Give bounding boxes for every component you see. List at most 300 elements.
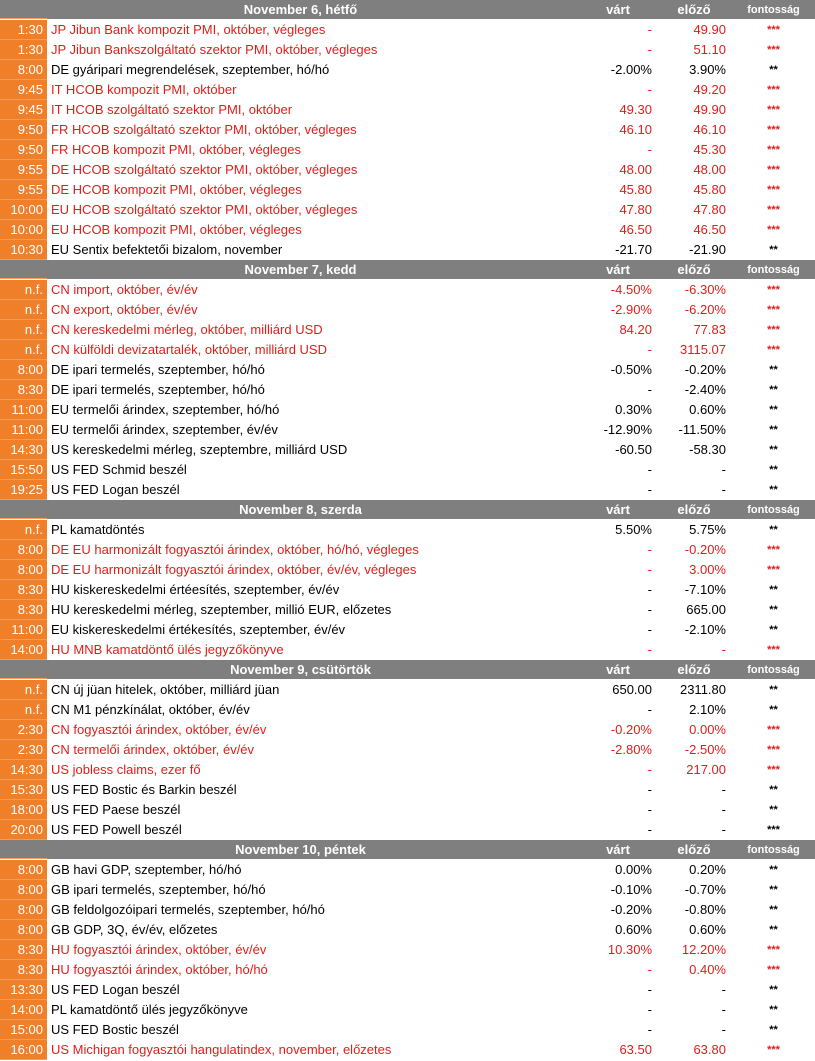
event-row (0, 320, 815, 340)
event-time: 11:00 (0, 420, 47, 440)
event-expected: -0.10% (610, 882, 652, 897)
event-time: 14:00 (0, 640, 47, 660)
event-expected: 10.30% (607, 942, 652, 957)
event-time: 8:00 (0, 560, 47, 580)
event-description: CN fogyasztói árindex, október, év/év (51, 722, 267, 737)
event-time: 14:00 (0, 1000, 47, 1020)
event-previous: 49.90 (693, 102, 726, 117)
day-header-spacer (0, 500, 47, 519)
event-expected: -12.90% (603, 422, 652, 437)
event-time: 8:30 (0, 960, 47, 980)
event-importance: ** (769, 784, 778, 796)
event-description: PL kamatdöntő ülés jegyzőkönyve (51, 1002, 248, 1017)
event-row (0, 300, 815, 320)
event-time: 8:00 (0, 900, 47, 920)
event-row (0, 740, 815, 760)
event-row (0, 760, 815, 780)
expected-column-header: várt (606, 262, 630, 277)
event-time: n.f. (0, 700, 47, 720)
day-title: November 6, hétfő (243, 2, 358, 17)
event-expected: -2.80% (610, 742, 652, 757)
event-time: n.f. (0, 520, 47, 540)
event-time: 14:30 (0, 440, 47, 460)
event-description: EU termelői árindex, szeptember, hó/hó (51, 402, 280, 417)
event-row (0, 120, 815, 140)
event-row (0, 360, 815, 380)
event-expected: -0.50% (610, 362, 652, 377)
event-previous: -21.90 (689, 242, 726, 257)
event-importance: *** (767, 284, 780, 296)
event-row (0, 200, 815, 220)
event-importance: ** (769, 464, 778, 476)
event-time: n.f. (0, 340, 47, 360)
event-row (0, 140, 815, 160)
event-previous: 51.10 (693, 42, 726, 57)
event-importance: ** (769, 924, 778, 936)
event-row (0, 520, 815, 540)
event-importance: *** (767, 44, 780, 56)
event-importance: *** (767, 24, 780, 36)
event-row (0, 1020, 815, 1040)
event-description: US FED Bostic és Barkin beszél (51, 782, 237, 797)
event-time: 8:00 (0, 60, 47, 80)
event-expected: 5.50% (615, 522, 652, 537)
event-row (0, 620, 815, 640)
event-importance: ** (769, 64, 778, 76)
event-previous: -6.20% (684, 302, 726, 317)
event-importance: *** (767, 1044, 780, 1056)
event-previous: 0.20% (689, 862, 726, 877)
event-previous: 3.90% (689, 62, 726, 77)
event-importance: *** (767, 764, 780, 776)
event-previous: 45.80 (693, 182, 726, 197)
event-importance: ** (769, 384, 778, 396)
event-previous: - (721, 642, 726, 657)
event-expected: 650.00 (612, 682, 652, 697)
event-row (0, 100, 815, 120)
event-previous: - (721, 462, 726, 477)
event-previous: -0.80% (684, 902, 726, 917)
event-expected: - (647, 762, 652, 777)
previous-column-header: előző (677, 262, 711, 277)
event-expected: 0.00% (615, 862, 652, 877)
event-description: US FED Powell beszél (51, 822, 182, 837)
event-row (0, 420, 815, 440)
event-importance: ** (769, 624, 778, 636)
event-row (0, 1000, 815, 1020)
event-row (0, 400, 815, 420)
event-row (0, 960, 815, 980)
event-expected: 0.60% (615, 922, 652, 937)
event-previous: 665.00 (686, 602, 726, 617)
event-expected: - (647, 342, 652, 357)
event-previous: 49.20 (693, 82, 726, 97)
event-previous: 0.60% (689, 402, 726, 417)
event-importance: *** (767, 824, 780, 836)
event-expected: - (647, 22, 652, 37)
event-row (0, 1040, 815, 1060)
event-description: JP Jibun Bankszolgáltató szektor PMI, október, végleges (51, 42, 378, 57)
event-time: 20:00 (0, 820, 47, 840)
event-time: 19:25 (0, 480, 47, 500)
event-description: FR HCOB kompozit PMI, október, végleges (51, 142, 301, 157)
event-time: 11:00 (0, 400, 47, 420)
event-importance: *** (767, 104, 780, 116)
event-previous: - (721, 1002, 726, 1017)
event-importance: *** (767, 124, 780, 136)
event-importance: ** (769, 444, 778, 456)
event-time: 10:00 (0, 220, 47, 240)
event-previous: 3.00% (689, 562, 726, 577)
event-time: 8:00 (0, 880, 47, 900)
event-previous: 2311.80 (679, 682, 726, 697)
event-time: 11:00 (0, 620, 47, 640)
event-previous: -2.50% (684, 742, 726, 757)
event-row (0, 640, 815, 660)
event-time: 2:30 (0, 720, 47, 740)
event-description: US FED Logan beszél (51, 982, 180, 997)
event-expected: - (647, 1022, 652, 1037)
day-header-row (0, 660, 815, 680)
event-time: 8:00 (0, 860, 47, 880)
event-time: 8:30 (0, 600, 47, 620)
event-row (0, 340, 815, 360)
event-description: US FED Schmid beszél (51, 462, 187, 477)
event-previous: -11.50% (678, 422, 726, 437)
event-description: GB feldolgozóipari termelés, szeptember, hó/hó (51, 902, 325, 917)
event-expected: 63.50 (619, 1042, 652, 1057)
event-row (0, 800, 815, 820)
event-expected: - (647, 602, 652, 617)
event-row (0, 540, 815, 560)
event-expected: - (647, 82, 652, 97)
day-header-spacer (0, 660, 47, 679)
event-importance: ** (769, 524, 778, 536)
event-row (0, 460, 815, 480)
event-expected: -2.00% (610, 62, 652, 77)
event-expected: -60.50 (615, 442, 652, 457)
event-row (0, 160, 815, 180)
event-previous: -2.10% (684, 622, 726, 637)
event-time: n.f. (0, 680, 47, 700)
event-row (0, 560, 815, 580)
event-importance: ** (769, 984, 778, 996)
expected-column-header: várt (606, 842, 630, 857)
day-title: November 9, csütörtök (230, 662, 371, 677)
event-description: GB havi GDP, szeptember, hó/hó (51, 862, 242, 877)
event-expected: 46.50 (619, 222, 652, 237)
event-expected: - (647, 382, 652, 397)
event-expected: -21.70 (615, 242, 652, 257)
event-expected: - (647, 482, 652, 497)
event-time: 8:30 (0, 940, 47, 960)
event-row (0, 860, 815, 880)
event-importance: *** (767, 224, 780, 236)
event-importance: *** (767, 964, 780, 976)
event-row (0, 680, 815, 700)
event-row (0, 440, 815, 460)
event-expected: 49.30 (619, 102, 652, 117)
event-expected: - (647, 582, 652, 597)
importance-column-header: fontosság (747, 844, 800, 856)
day-header-row (0, 0, 815, 20)
event-description: CN M1 pénzkínálat, október, év/év (51, 702, 250, 717)
event-expected: - (647, 822, 652, 837)
event-description: EU Sentix befektetői bizalom, november (51, 242, 283, 257)
event-previous: - (721, 802, 726, 817)
event-previous: 12.20% (681, 942, 726, 957)
event-importance: *** (767, 144, 780, 156)
event-previous: - (721, 782, 726, 797)
event-row (0, 940, 815, 960)
event-description: DE EU harmonizált fogyasztói árindex, október, hó/hó, végleges (51, 542, 419, 557)
event-importance: *** (767, 204, 780, 216)
event-importance: *** (767, 344, 780, 356)
event-time: 15:50 (0, 460, 47, 480)
event-expected: 48.00 (619, 162, 652, 177)
event-description: CN kereskedelmi mérleg, október, milliárd USD (51, 322, 323, 337)
event-expected: 45.80 (619, 182, 652, 197)
event-row (0, 240, 815, 260)
event-previous: -7.10% (684, 582, 726, 597)
event-expected: - (647, 782, 652, 797)
event-previous: 77.83 (693, 322, 726, 337)
event-time: 9:50 (0, 120, 47, 140)
event-previous: 46.10 (693, 122, 726, 137)
event-row (0, 20, 815, 40)
day-title: November 7, kedd (244, 262, 357, 277)
event-previous: -6.30% (684, 282, 726, 297)
event-row (0, 80, 815, 100)
event-expected: - (647, 802, 652, 817)
event-description: US Michigan fogyasztói hangulatindex, november, előzetes (51, 1042, 392, 1057)
event-expected: 0.30% (615, 402, 652, 417)
event-row (0, 180, 815, 200)
event-time: 8:30 (0, 580, 47, 600)
event-expected: - (647, 642, 652, 657)
event-row (0, 880, 815, 900)
event-time: 18:00 (0, 800, 47, 820)
event-time: 15:00 (0, 1020, 47, 1040)
event-expected: - (647, 962, 652, 977)
event-time: 9:55 (0, 180, 47, 200)
previous-column-header: előző (677, 662, 711, 677)
event-description: PL kamatdöntés (51, 522, 145, 537)
event-importance: ** (769, 804, 778, 816)
day-header-spacer (0, 0, 47, 19)
previous-column-header: előző (677, 2, 711, 17)
event-importance: *** (767, 724, 780, 736)
expected-column-header: várt (606, 662, 630, 677)
event-importance: ** (769, 884, 778, 896)
event-previous: - (721, 822, 726, 837)
importance-column-header: fontosság (747, 264, 800, 276)
event-previous: 45.30 (693, 142, 726, 157)
day-header-row (0, 500, 815, 520)
event-previous: 48.00 (693, 162, 726, 177)
event-expected: 84.20 (619, 322, 652, 337)
event-time: 2:30 (0, 740, 47, 760)
day-title: November 10, péntek (235, 842, 366, 857)
expected-column-header: várt (606, 502, 630, 517)
event-previous: -0.20% (684, 362, 726, 377)
event-description: HU MNB kamatdöntő ülés jegyzőkönyve (51, 642, 284, 657)
expected-column-header: várt (606, 2, 630, 17)
event-row (0, 900, 815, 920)
event-description: US FED Logan beszél (51, 482, 180, 497)
event-time: 13:30 (0, 980, 47, 1000)
event-previous: -0.20% (684, 542, 726, 557)
event-expected: -2.90% (610, 302, 652, 317)
event-description: GB GDP, 3Q, év/év, előzetes (51, 922, 218, 937)
previous-column-header: előző (677, 842, 711, 857)
event-previous: 0.00% (689, 722, 726, 737)
event-previous: 47.80 (693, 202, 726, 217)
event-importance: ** (769, 364, 778, 376)
event-description: FR HCOB szolgáltató szektor PMI, október, végleges (51, 122, 357, 137)
event-importance: ** (769, 404, 778, 416)
event-expected: - (647, 702, 652, 717)
event-importance: *** (767, 164, 780, 176)
event-expected: 46.10 (619, 122, 652, 137)
event-description: IT HCOB kompozit PMI, október (51, 82, 237, 97)
day-header-row (0, 840, 815, 860)
event-previous: - (721, 1022, 726, 1037)
event-description: CN import, október, év/év (51, 282, 198, 297)
event-time: 9:55 (0, 160, 47, 180)
event-description: CN új jüan hitelek, október, milliárd jüan (51, 682, 280, 697)
event-row (0, 380, 815, 400)
event-row (0, 480, 815, 500)
event-importance: ** (769, 684, 778, 696)
event-row (0, 720, 815, 740)
importance-column-header: fontosság (747, 664, 800, 676)
event-importance: ** (769, 1004, 778, 1016)
event-importance: *** (767, 564, 780, 576)
event-importance: *** (767, 744, 780, 756)
event-importance: ** (769, 484, 778, 496)
event-description: US kereskedelmi mérleg, szeptembre, milliárd USD (51, 442, 348, 457)
event-importance: *** (767, 944, 780, 956)
event-description: JP Jibun Bank kompozit PMI, október, végleges (51, 22, 326, 37)
event-previous: 3115.07 (679, 342, 726, 357)
event-time: 9:45 (0, 100, 47, 120)
event-time: 15:30 (0, 780, 47, 800)
event-description: HU kiskereskedelmi értéesítés, szeptember, év/év (51, 582, 340, 597)
event-importance: *** (767, 304, 780, 316)
event-importance: *** (767, 544, 780, 556)
event-description: DE HCOB szolgáltató szektor PMI, október, végleges (51, 162, 358, 177)
event-description: DE ipari termelés, szeptember, hó/hó (51, 382, 265, 397)
event-row (0, 700, 815, 720)
event-description: US jobless claims, ezer fő (51, 762, 201, 777)
event-description: DE gyáripari megrendelések, szeptember, hó/hó (51, 62, 330, 77)
event-importance: ** (769, 424, 778, 436)
event-row (0, 600, 815, 620)
event-importance: *** (767, 84, 780, 96)
event-row (0, 60, 815, 80)
event-row (0, 920, 815, 940)
event-description: EU HCOB kompozit PMI, október, végleges (51, 222, 302, 237)
event-description: CN termelői árindex, október, év/év (51, 742, 255, 757)
event-row (0, 820, 815, 840)
event-description: US FED Bostic beszél (51, 1022, 179, 1037)
event-previous: 49.90 (693, 22, 726, 37)
day-header-spacer (0, 840, 47, 859)
event-importance: *** (767, 184, 780, 196)
event-importance: ** (769, 864, 778, 876)
event-description: HU fogyasztói árindex, október, hó/hó (51, 962, 268, 977)
event-description: IT HCOB szolgáltató szektor PMI, október (51, 102, 293, 117)
event-description: CN külföldi devizatartalék, október, milliárd USD (51, 342, 327, 357)
event-description: EU termelői árindex, szeptember, év/év (51, 422, 278, 437)
event-previous: -2.40% (684, 382, 726, 397)
event-row (0, 280, 815, 300)
event-row (0, 780, 815, 800)
event-previous: 217.00 (686, 762, 726, 777)
event-description: EU kiskereskedelmi értékesítés, szeptember, év/év (51, 622, 346, 637)
day-header-spacer (0, 260, 47, 279)
event-time: 9:50 (0, 140, 47, 160)
event-time: 10:00 (0, 200, 47, 220)
event-expected: - (647, 142, 652, 157)
event-time: 1:30 (0, 40, 47, 60)
event-importance: *** (767, 644, 780, 656)
event-description: DE HCOB kompozit PMI, október, végleges (51, 182, 302, 197)
event-previous: 0.40% (689, 962, 726, 977)
event-time: 10:30 (0, 240, 47, 260)
event-expected: - (647, 982, 652, 997)
event-description: EU HCOB szolgáltató szektor PMI, október, végleges (51, 202, 358, 217)
event-previous: 5.75% (689, 522, 726, 537)
event-time: 8:30 (0, 380, 47, 400)
event-time: 8:00 (0, 360, 47, 380)
event-expected: 47.80 (619, 202, 652, 217)
event-time: n.f. (0, 280, 47, 300)
event-previous: -58.30 (689, 442, 726, 457)
event-expected: - (647, 542, 652, 557)
event-expected: -0.20% (610, 902, 652, 917)
day-title: November 8, szerda (239, 502, 362, 517)
event-importance: *** (767, 324, 780, 336)
event-expected: - (647, 622, 652, 637)
event-description: US FED Paese beszél (51, 802, 181, 817)
event-previous: 46.50 (693, 222, 726, 237)
event-expected: - (647, 1002, 652, 1017)
event-expected: -4.50% (610, 282, 652, 297)
event-row (0, 40, 815, 60)
event-importance: ** (769, 584, 778, 596)
event-time: 16:00 (0, 1040, 47, 1060)
event-description: DE ipari termelés, szeptember, hó/hó (51, 362, 265, 377)
event-time: 1:30 (0, 20, 47, 40)
event-previous: - (721, 982, 726, 997)
event-time: n.f. (0, 320, 47, 340)
event-time: n.f. (0, 300, 47, 320)
previous-column-header: előző (677, 502, 711, 517)
event-previous: - (721, 482, 726, 497)
event-row (0, 220, 815, 240)
event-time: 14:30 (0, 760, 47, 780)
day-header-row (0, 260, 815, 280)
event-expected: - (647, 562, 652, 577)
importance-column-header: fontosság (747, 504, 800, 516)
event-importance: ** (769, 604, 778, 616)
event-previous: -0.70% (684, 882, 726, 897)
event-time: 9:45 (0, 80, 47, 100)
importance-column-header: fontosság (747, 4, 800, 16)
event-row (0, 580, 815, 600)
